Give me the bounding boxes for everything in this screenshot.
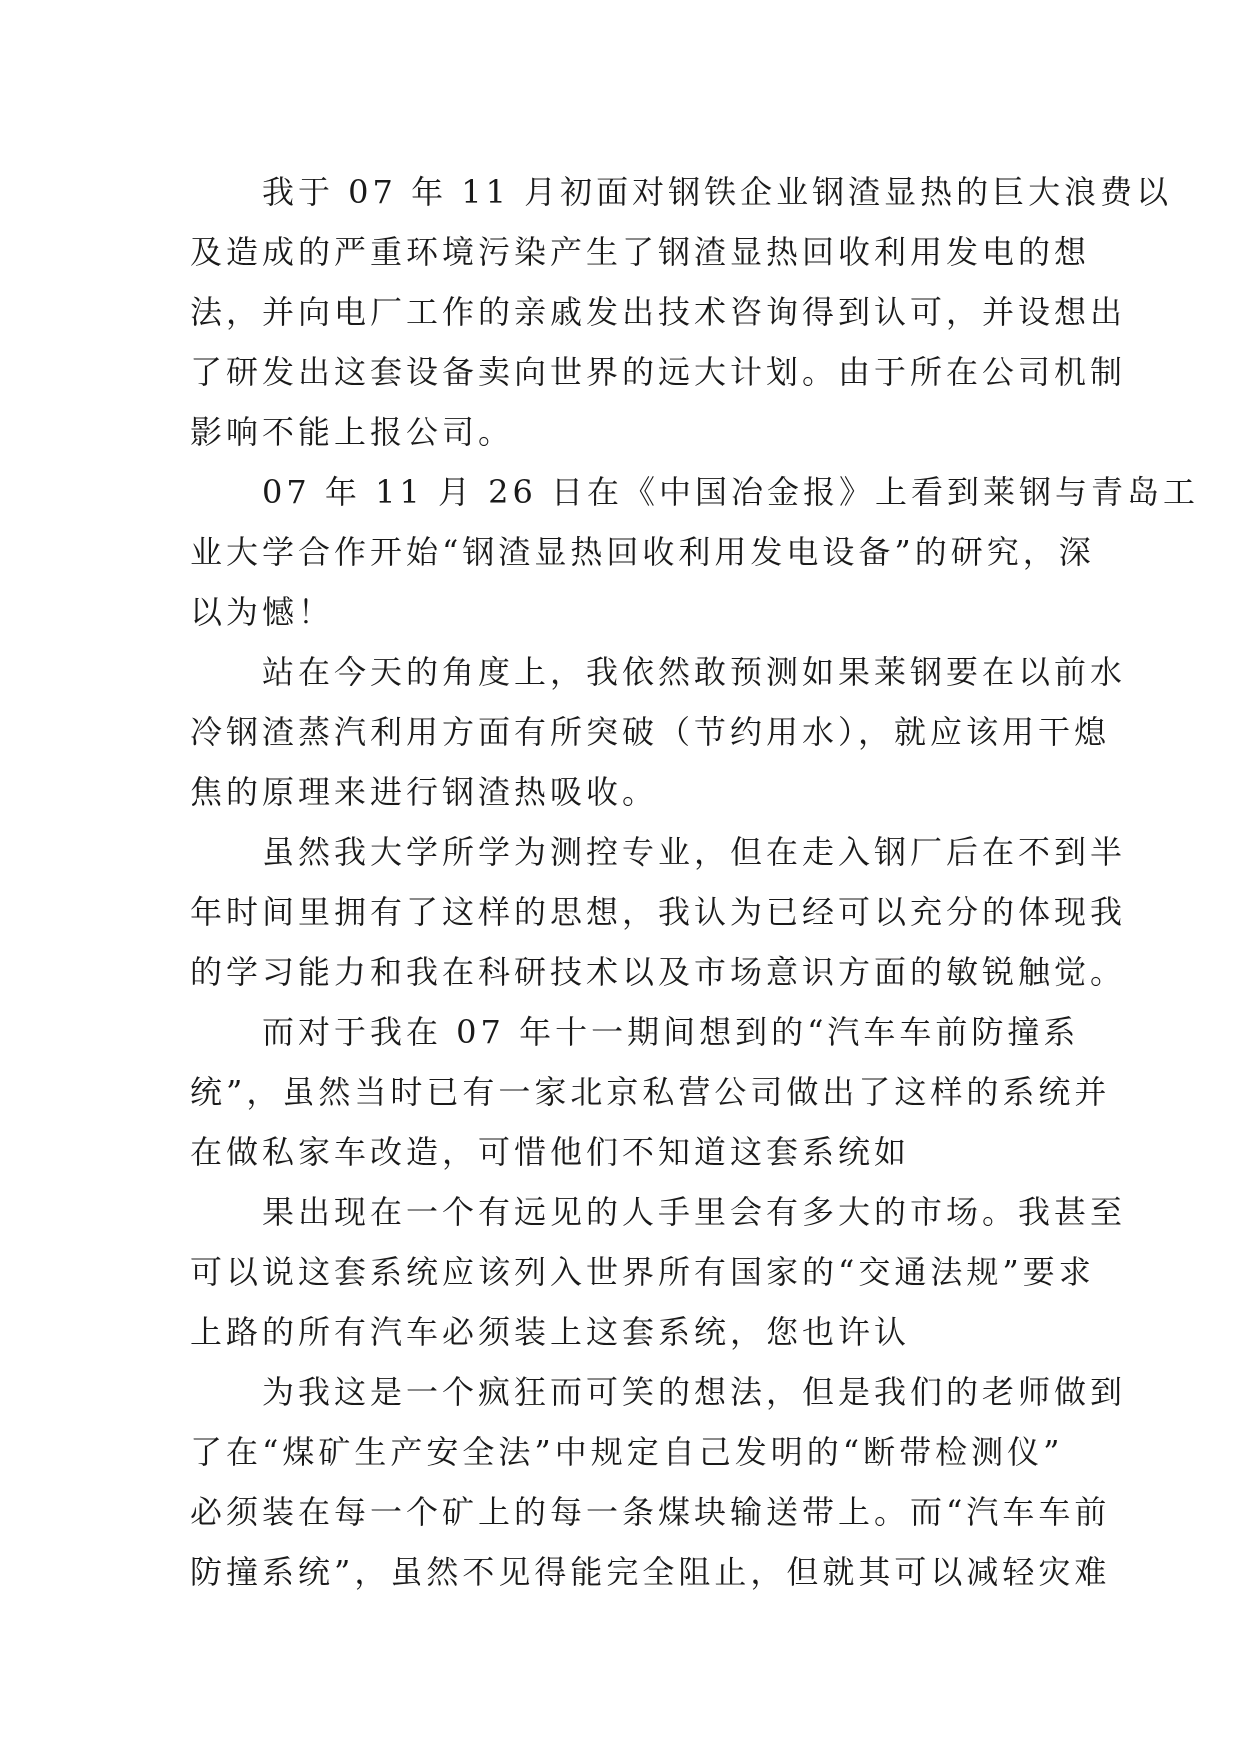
paragraph-3 <box>190 642 1127 822</box>
text-line: 及造成的严重环境污染产生了钢渣显热回收利用发电的想 <box>190 233 1091 271</box>
text-line: 果出现在一个有远见的人手里会有多大的市场。我甚至 <box>262 1193 1127 1231</box>
paragraph-4 <box>190 822 1127 1002</box>
text-line: 上路的所有汽车必须装上这套系统，您也许认 <box>190 1313 911 1351</box>
text-line: 站在今天的角度上，我依然敢预测如果莱钢要在以前水 <box>262 653 1127 691</box>
text-line: 冷钢渣蒸汽利用方面有所突破（节约用水），就应该用干熄 <box>190 713 1111 751</box>
document-body <box>190 162 1200 1602</box>
text-line: 统”，虽然当时已有一家北京私营公司做出了这样的系统并 <box>190 1073 1111 1111</box>
paragraph-2 <box>190 462 1200 642</box>
text-line: 的学习能力和我在科研技术以及市场意识方面的敏锐触觉。 <box>190 953 1127 991</box>
text-line: 影响不能上报公司。 <box>190 413 515 451</box>
text-line: 年时间里拥有了这样的思想，我认为已经可以充分的体现我 <box>190 893 1127 931</box>
text-line: 必须装在每一个矿上的每一条煤块输送带上。而“汽车车前 <box>190 1493 1111 1531</box>
paragraph-1 <box>190 162 1173 462</box>
text-line: 在做私家车改造，可惜他们不知道这套系统如 <box>190 1133 911 1171</box>
text-line: 业大学合作开始“钢渣显热回收利用发电设备”的研究，深 <box>190 533 1095 571</box>
text-line: 焦的原理来进行钢渣热吸收。 <box>190 773 659 811</box>
text-line: 防撞系统”，虽然不见得能完全阻止，但就其可以减轻灾难 <box>190 1553 1111 1591</box>
text-line: 可以说这套系统应该列入世界所有国家的“交通法规”要求 <box>190 1253 1095 1291</box>
text-line: 而对于我在 07 年十一期间想到的“汽车车前防撞系 <box>262 1013 1080 1051</box>
text-line: 了在“煤矿生产安全法”中规定自己发明的“断带检测仪” <box>190 1433 1064 1471</box>
text-line: 了研发出这套设备卖向世界的远大计划。由于所在公司机制 <box>190 353 1127 391</box>
text-line: 法，并向电厂工作的亲戚发出技术咨询得到认可，并设想出 <box>190 293 1127 331</box>
paragraph-7 <box>190 1362 1127 1602</box>
text-line: 虽然我大学所学为测控专业，但在走入钢厂后在不到半 <box>262 833 1127 871</box>
text-line: 以为憾！ <box>190 593 335 631</box>
text-line: 我于 07 年 11 月初面对钢铁企业钢渣显热的巨大浪费以 <box>262 173 1173 211</box>
paragraph-5 <box>190 1002 1111 1182</box>
text-line: 07 年 11 月 26 日在《中国冶金报》上看到莱钢与青岛工 <box>262 473 1200 511</box>
paragraph-6 <box>190 1182 1127 1362</box>
text-line: 为我这是一个疯狂而可笑的想法，但是我们的老师做到 <box>262 1373 1127 1411</box>
